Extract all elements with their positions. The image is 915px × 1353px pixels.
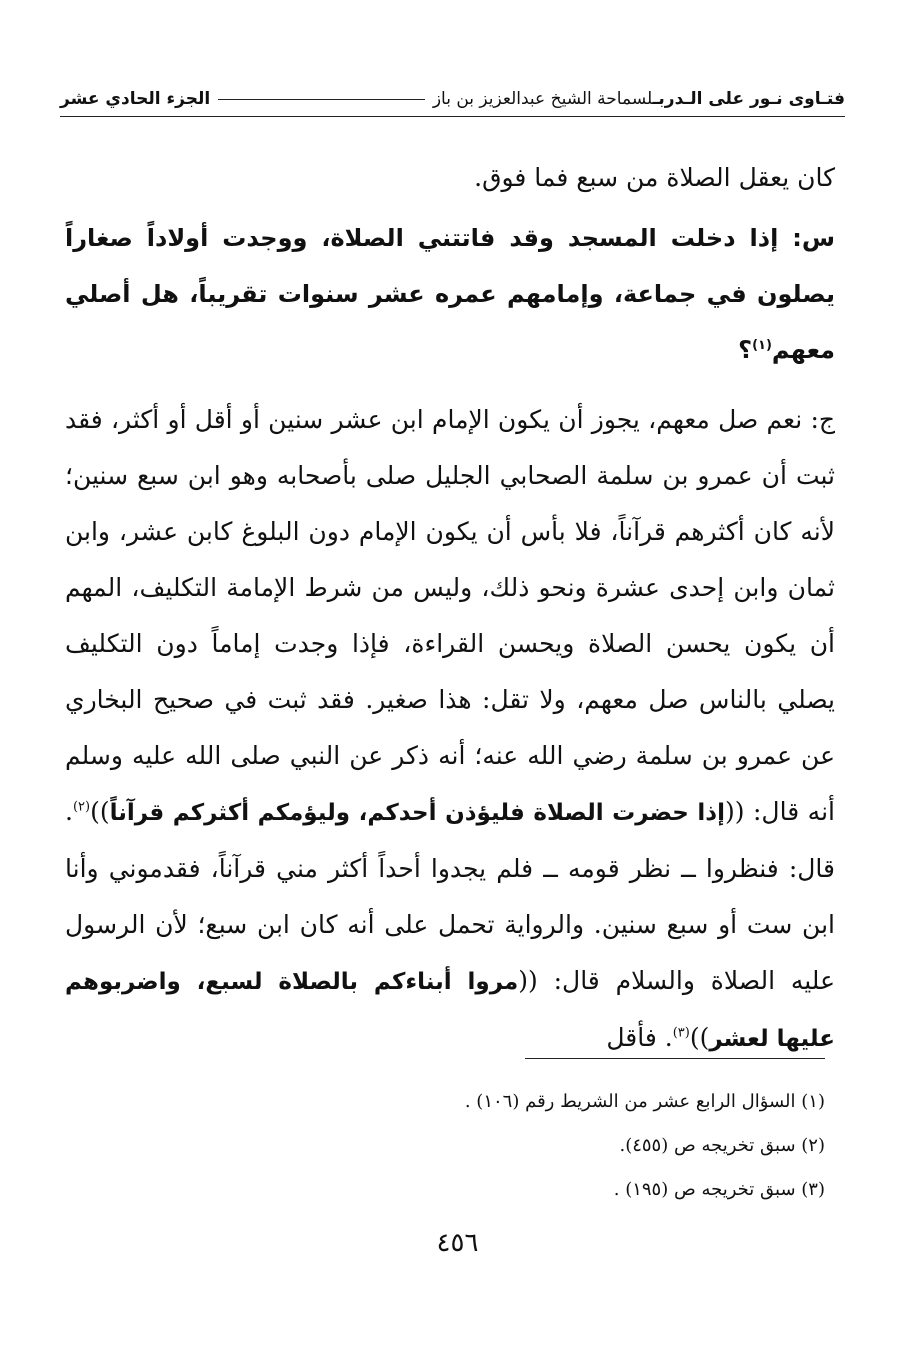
header-volume: الجزء الحادي عشر [60,89,211,109]
question-mark: ؟ [738,336,753,364]
answer-paragraph [65,392,835,1067]
page-number: ٤٥٦ [436,1228,479,1258]
header-separator: ـ [652,89,659,109]
header-book-title: فتـاوى نـور على الـدرب [658,89,845,109]
footnote-ref-1: (١) [752,338,772,353]
footnote-2: (٢) سبق تخريجه ص (٤٥٥). [619,1135,825,1156]
answer-part-5: . فأقل [606,1023,673,1052]
hadith-quote-2: مروا أبناءكم بالصلاة لسبع، واضربوهم عليها لعشر [65,969,835,1052]
question-paragraph [65,210,835,378]
header-author: لسماحة الشيخ عبدالعزيز بن باز [432,89,653,109]
hadith-quote-1: إذا حضرت الصلاة فليؤذن أحدكم، وليؤمكم أكثركم قرآناً [109,800,725,826]
answer-part-4: )) [689,1023,710,1052]
continuation-line: كان يعقل الصلاة من سبع فما فوق. [474,163,835,192]
header-dash-rule [218,99,425,100]
main-text [65,150,835,1067]
answer-part-3: . قال: فنظروا ــ نظر قومه ــ فلم يجدوا أحداً أكثر مني قرآناً، فقدموني وأنا ابن ست أو سبع سنين. والرواية تحمل على أنه كان ابن سبع؛ لأن الرسول عليه الصلاة والسلام قال: (( [65,797,835,995]
footnote-1: (١) السؤال الرابع عشر من الشريط رقم (١٠٦) . [464,1091,825,1112]
answer-part-2: )) [90,797,110,826]
answer-part-1: ج: نعم صل معهم، يجوز أن يكون الإمام ابن عشر سنين أو أقل أو أكثر، فقد ثبت أن عمرو بن سلمة الصحابي الجليل صلى بأصحابه وهو ابن سبع سنين؛ لأنه كان أكثرهم قرآناً، فلا بأس أن يكون الإمام دون البلوغ كابن عشر، وابن ثمان وابن إحدى عشرة ونحو ذلك، وليس من شرط الإمامة التكليف، المهم أن يكون يحسن الصلاة ويحسن القراءة، فإذا وجدت إماماً دون التكليف يصلي بالناس صل معهم، ولا تقل: هذا صغير. فقد ثبت في صحيح البخاري عن عمرو بن سلمة رضي الله عنه؛ أنه ذكر عن النبي صلى الله عليه وسلم أنه قال: (( [65,405,835,826]
footnote-ref-3: (٣) [672,1025,690,1041]
header-underline [60,116,845,117]
footnote-ref-2: (٢) [72,799,91,815]
footnote-divider [525,1058,825,1059]
footnote-3: (٣) سبق تخريجه ص (١٩٥) . [613,1179,825,1200]
footnotes [300,1080,825,1212]
question-text: س: إذا دخلت المسجد وقد فاتتني الصلاة، ووجدت أولاداً صغاراً يصلون في جماعة، وإمامهم عمره عشر سنوات تقريباً، هل أصلي معهم [65,224,835,364]
running-header [60,82,845,116]
header-book-author [433,89,845,109]
